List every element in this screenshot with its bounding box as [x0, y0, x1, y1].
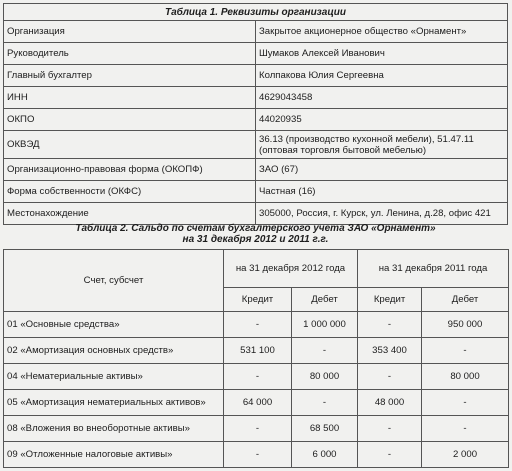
- table-row: [4, 21, 508, 43]
- requisite-label: Главный бухгалтер: [4, 65, 256, 87]
- balances-table: [3, 249, 509, 468]
- requisite-label: ОКВЭД: [4, 131, 256, 159]
- table-row: [4, 87, 508, 109]
- table-row: [4, 364, 509, 390]
- requisite-label: Руководитель: [4, 43, 256, 65]
- account-name: 01 «Основные средства»: [4, 312, 224, 338]
- table-row: [4, 65, 508, 87]
- table-row: [4, 442, 509, 468]
- table-row: [4, 109, 508, 131]
- requisite-value: Частная (16): [256, 181, 508, 203]
- requisite-value: 44020935: [256, 109, 508, 131]
- table-row: [4, 203, 508, 225]
- account-name: 08 «Вложения во внеоборотные активы»: [4, 416, 224, 442]
- header-credit-2012: Кредит: [224, 288, 292, 312]
- credit-2012: -: [224, 416, 292, 442]
- requisite-value: Закрытое акционерное общество «Орнамент»: [256, 21, 508, 43]
- debit-2012: 1 000 000: [292, 312, 358, 338]
- debit-2011: 80 000: [422, 364, 509, 390]
- credit-2011: 353 400: [358, 338, 422, 364]
- debit-2012: 80 000: [292, 364, 358, 390]
- requisite-value: 4629043458: [256, 87, 508, 109]
- account-name: 02 «Амортизация основных средств»: [4, 338, 224, 364]
- table-row: [4, 159, 508, 181]
- requisite-label: Организационно-правовая форма (ОКОПФ): [4, 159, 256, 181]
- table-row: [4, 390, 509, 416]
- table1-caption: Таблица 1. Реквизиты организации: [4, 4, 508, 21]
- requisite-label: ИНН: [4, 87, 256, 109]
- header-debit-2011: Дебет: [422, 288, 509, 312]
- requisite-value: 305000, Россия, г. Курск, ул. Ленина, д.28, офис 421: [256, 203, 508, 225]
- table2-caption-line1: Таблица 2. Сальдо по счетам бухгалтерского учета ЗАО «Орнамент»: [75, 223, 436, 234]
- requisite-value: ЗАО (67): [256, 159, 508, 181]
- debit-2011: 950 000: [422, 312, 509, 338]
- credit-2011: 48 000: [358, 390, 422, 416]
- table-row: [4, 131, 508, 159]
- debit-2012: 68 500: [292, 416, 358, 442]
- credit-2012: 531 100: [224, 338, 292, 364]
- requisites-table: [3, 3, 508, 225]
- credit-2011: -: [358, 442, 422, 468]
- requisite-value: 36.13 (производство кухонной мебели), 51.47.11 (оптовая торговля бытовой мебелью): [256, 131, 508, 159]
- table-row: [4, 181, 508, 203]
- header-account: Счет, субсчет: [4, 250, 224, 312]
- debit-2012: -: [292, 338, 358, 364]
- requisite-value: Шумаков Алексей Иванович: [256, 43, 508, 65]
- table2-caption: [3, 223, 508, 245]
- credit-2011: -: [358, 312, 422, 338]
- header-credit-2011: Кредит: [358, 288, 422, 312]
- header-period-2011: на 31 декабря 2011 года: [358, 250, 509, 288]
- requisite-label: Местонахождение: [4, 203, 256, 225]
- requisite-label: Организация: [4, 21, 256, 43]
- table-row: [4, 416, 509, 442]
- table-row: [4, 43, 508, 65]
- header-debit-2012: Дебет: [292, 288, 358, 312]
- credit-2011: -: [358, 364, 422, 390]
- debit-2012: 6 000: [292, 442, 358, 468]
- credit-2011: -: [358, 416, 422, 442]
- debit-2011: -: [422, 390, 509, 416]
- table2-caption-line2: на 31 декабря 2012 и 2011 г.г.: [182, 234, 329, 245]
- credit-2012: -: [224, 442, 292, 468]
- requisite-value: Колпакова Юлия Сергеевна: [256, 65, 508, 87]
- debit-2011: 2 000: [422, 442, 509, 468]
- requisite-label: ОКПО: [4, 109, 256, 131]
- credit-2012: -: [224, 312, 292, 338]
- header-period-2012: на 31 декабря 2012 года: [224, 250, 358, 288]
- table-row: [4, 338, 509, 364]
- account-name: 09 «Отложенные налоговые активы»: [4, 442, 224, 468]
- requisite-label: Форма собственности (ОКФС): [4, 181, 256, 203]
- debit-2012: -: [292, 390, 358, 416]
- account-name: 04 «Нематериальные активы»: [4, 364, 224, 390]
- debit-2011: -: [422, 416, 509, 442]
- credit-2012: 64 000: [224, 390, 292, 416]
- debit-2011: -: [422, 338, 509, 364]
- table-row: [4, 312, 509, 338]
- account-name: 05 «Амортизация нематериальных активов»: [4, 390, 224, 416]
- credit-2012: -: [224, 364, 292, 390]
